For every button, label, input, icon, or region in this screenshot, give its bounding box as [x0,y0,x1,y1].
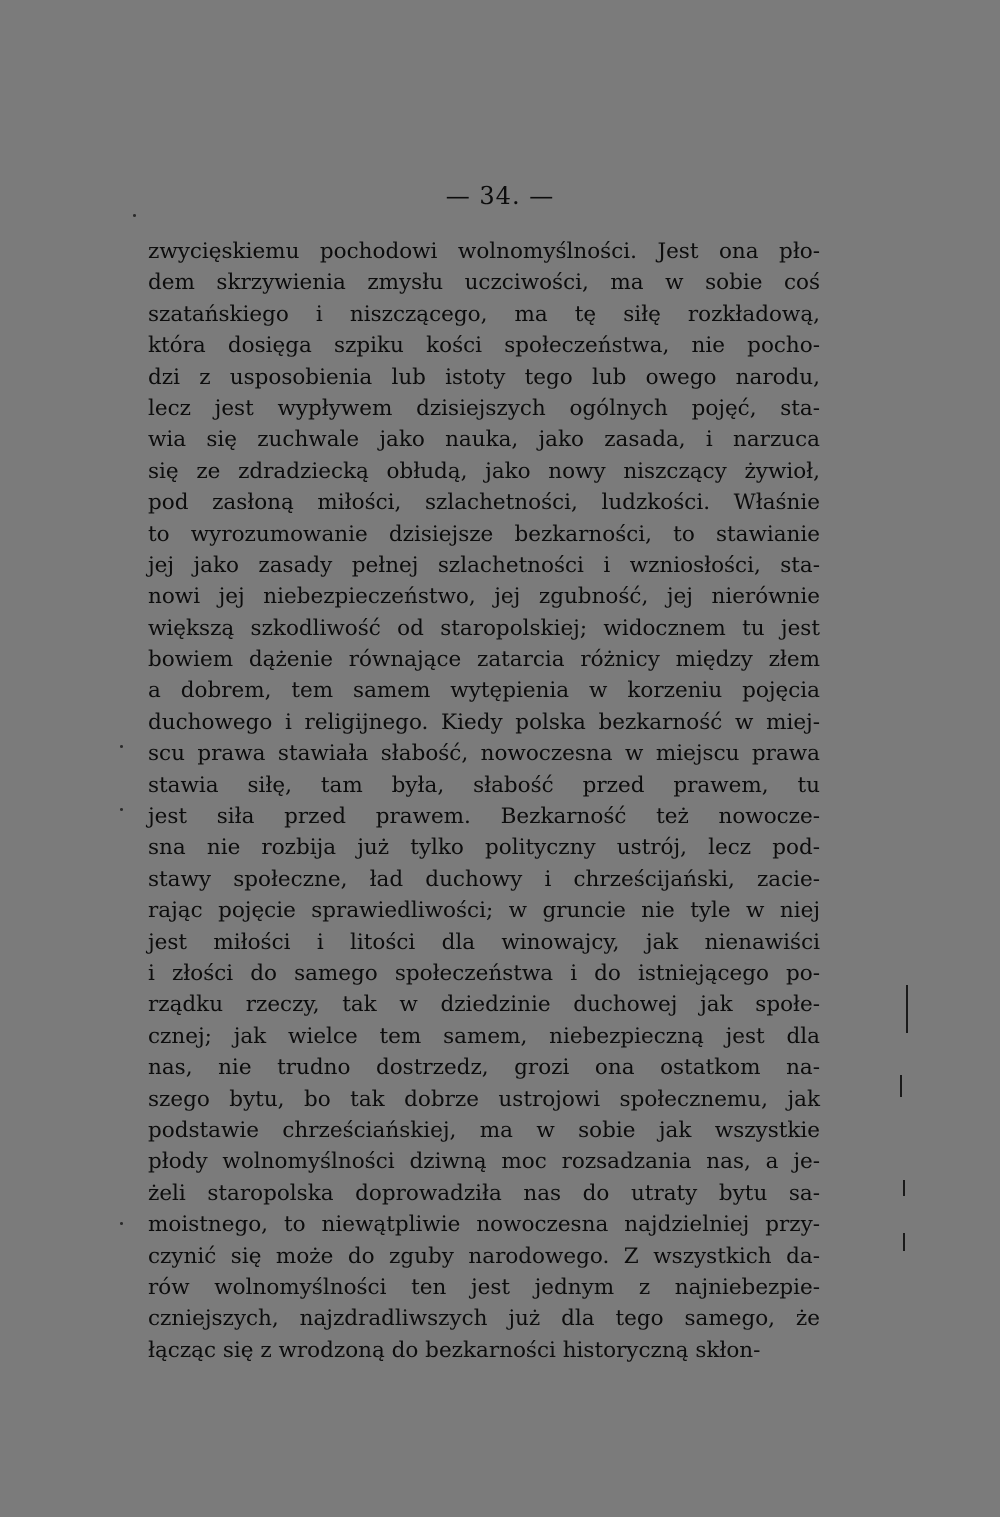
text-line: czynić się może do zguby narodowego. Z wszystkich da- [148,1243,820,1269]
text-line: płody wolnomyślności dziwną moc rozsadzania nas, a je- [148,1149,820,1175]
page-number [0,182,1000,210]
text-line: jest siła przed prawem. Bezkarność też nowocze- [148,804,820,830]
text-line: stawia siłę, tam była, słabość przed prawem, tu [148,772,820,798]
text-line: stawy społeczne, ład duchowy i chrześcijański, zacie- [148,866,820,892]
text-line: wia się zuchwale jako nauka, jako zasada, i narzuca [148,427,820,453]
text-line: dem skrzywienia zmysłu uczciwości, ma w sobie coś [148,270,820,296]
text-line: jest miłości i litości dla winowajcy, jak nienawiści [148,929,820,955]
body-text [148,236,820,1366]
text-line: żeli staropolska doprowadziła nas do utraty bytu sa- [148,1180,820,1206]
margin-mark [903,1233,905,1251]
text-line: pod zasłoną miłości, szlachetności, ludzkości. Właśnie [148,490,820,516]
text-line: rów wolnomyślności ten jest jednym z najniebezpie- [148,1274,820,1300]
text-line: rządku rzeczy, tak w dziedzinie duchowej jak społe- [148,992,820,1018]
text-line: większą szkodliwość od staropolskiej; widocznem tu jest [148,615,820,641]
text-line: łącząc się z wrodzoną do bezkarności historyczną skłon- [148,1337,761,1363]
text-line: nowi jej niebezpieczeństwo, jej zgubność, jej nierównie [148,584,820,610]
text-line: sna nie rozbija już tylko polityczny ustrój, lecz pod- [148,835,820,861]
scan-speck [120,745,123,748]
text-line: się ze zdradziecką obłudą, jako nowy niszczący żywioł, [148,458,820,484]
text-line: dzi z usposobienia lub istoty tego lub owego narodu, [148,364,820,390]
text-line: szego bytu, bo tak dobrze ustrojowi społecznemu, jak [148,1086,820,1112]
text-line: lecz jest wypływem dzisiejszych ogólnych pojęć, sta- [148,395,820,421]
text-line: a dobrem, tem samem wytępienia w korzeniu pojęcia [148,678,820,704]
text-line: bowiem dążenie równające zatarcia różnicy między złem [148,647,820,673]
margin-mark [906,985,908,1033]
text-line: szatańskiego i niszczącego, ma tę siłę rozkładową, [148,301,820,327]
text-line: jej jako zasady pełnej szlachetności i wzniosłości, sta- [148,552,820,578]
text-line: to wyrozumowanie dzisiejsze bezkarności, to stawianie [148,521,820,547]
text-line: i złości do samego społeczeństwa i do istniejącego po- [148,960,820,986]
text-line: moistnego, to niewątpliwie nowoczesna najdzielniej przy- [148,1212,820,1238]
text-line: nas, nie trudno dostrzedz, grozi ona ostatkom na- [148,1055,820,1081]
text-line: rając pojęcie sprawiedliwości; w gruncie nie tyle w niej [148,898,820,924]
text-line: duchowego i religijnego. Kiedy polska bezkarność w miej- [148,709,820,735]
text-line: czniejszych, najzdradliwszych już dla tego samego, że [148,1306,820,1332]
text-line: która dosięga szpiku kości społeczeństwa, nie pocho- [148,333,820,359]
scan-speck [133,214,136,217]
text-line: cznej; jak wielce tem samem, niebezpieczną jest dla [148,1023,820,1049]
scan-speck [120,808,123,811]
text-line: scu prawa stawiała słabość, nowoczesna w miejscu prawa [148,741,820,767]
scan-speck [120,1222,123,1225]
text-line: zwycięskiemu pochodowi wolnomyślności. Jest ona pło- [148,239,820,264]
margin-mark [900,1075,902,1097]
page-number-text: — 34. — [445,182,555,210]
margin-mark [903,1180,905,1196]
text-line: podstawie chrześciańskiej, ma w sobie jak wszystkie [148,1117,820,1143]
